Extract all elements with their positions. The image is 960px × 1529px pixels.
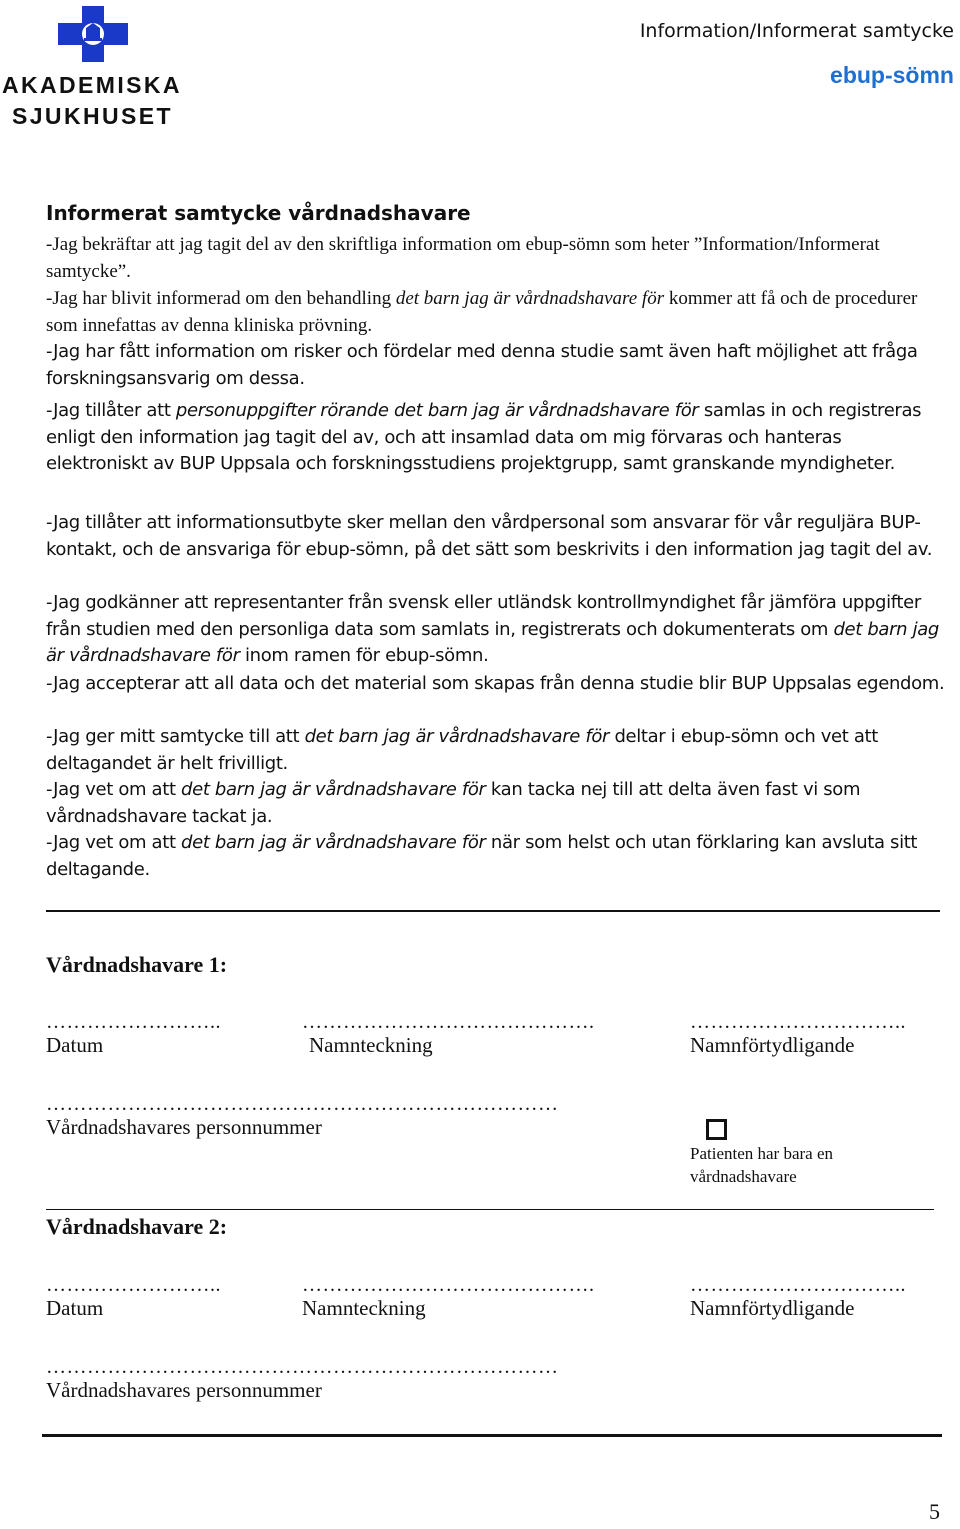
paragraph-7: -Jag accepterar att all data och det material som skapas från denna studie blir BUP Uppsalas egendom.: [46, 673, 945, 694]
guardian-2-signature-line[interactable]: …………………………………….: [302, 1274, 595, 1296]
guardian-2-name-label: Namnförtydligande: [690, 1296, 855, 1320]
paragraph-3: -Jag har fått information om risker och fördelar med denna studie samt även haft möjlighet att fråga forskningsansvarig om dessa.: [46, 341, 918, 389]
logo-text-line1: AKADEMISKA: [2, 72, 182, 98]
paragraph-9-text-b: kan tacka nej till att delta även fast vi som vårdnadshavare tackat ja.: [46, 779, 861, 827]
paragraph-10-text-a: -Jag vet om att: [46, 832, 182, 853]
paragraph-5: -Jag tillåter att informationsutbyte sker mellan den vårdpersonal som ansvarar för vår reguljära BUP-kontakt, och de ansvariga för ebup-sömn, på det sätt som beskrivits i den information jag tagit del av.: [46, 512, 933, 560]
akademiska-logo: [0, 0, 200, 135]
paragraph-10-italic: det barn jag är vårdnadshavare för: [181, 832, 486, 853]
guardian-1-signature-label: Namnteckning: [309, 1033, 433, 1057]
medical-cross-icon: [58, 6, 128, 62]
guardian-1-title: Vårdnadshavare 1:: [46, 952, 228, 977]
guardian-2-title: Vårdnadshavare 2:: [46, 1214, 228, 1239]
paragraph-6-text-b: inom ramen för ebup-sömn.: [239, 645, 489, 667]
divider-middle: [46, 1209, 934, 1210]
guardian-2-pnr-line[interactable]: …………………………………………………………………: [46, 1356, 559, 1378]
guardian-1-date-line[interactable]: ……………………..: [46, 1011, 221, 1033]
paragraph-2: [46, 286, 946, 339]
single-guardian-note: Patienten har bara en vårdnadshavare: [690, 1144, 834, 1186]
logo-text-line2: SJUKHUSET: [12, 103, 173, 129]
paragraph-9-italic: det barn jag är vårdnadshavare för: [181, 779, 486, 800]
paragraph-10: [46, 830, 946, 883]
guardian-1-name-label: Namnförtydligande: [690, 1033, 855, 1057]
paragraph-4: [46, 398, 946, 478]
paragraph-2-text-b: kommer att få och de procedurer som innefattas av denna kliniska prövning.: [46, 288, 918, 336]
paragraph-2-italic: det barn jag är vårdnadshavare för: [395, 288, 665, 309]
paragraph-9-text-a: -Jag vet om att: [46, 779, 182, 800]
guardian-1-pnr-label: Vårdnadshavares personnummer: [46, 1115, 322, 1139]
paragraph-9: [46, 777, 946, 830]
document-subtitle: ebup-sömn: [830, 62, 954, 88]
paragraph-8-text-b: deltar i ebup-sömn och vet att deltagandet är helt frivilligt.: [46, 726, 878, 774]
guardian-1-date-label: Datum: [46, 1033, 104, 1057]
document-title: Information/Informerat samtycke: [639, 20, 954, 42]
paragraph-1: -Jag bekräftar att jag tagit del av den skriftliga information om ebup-sömn som heter ”Information/Informerat samtycke”.: [46, 234, 880, 282]
paragraph-4-italic: personuppgifter rörande det barn jag är vårdnadshavare för: [175, 400, 699, 421]
paragraph-6: [46, 590, 946, 670]
paragraph-6-italic: det barn jag är vårdnadshavare för: [46, 618, 939, 667]
guardian-1-name-line[interactable]: …………………………..: [690, 1011, 906, 1033]
paragraph-10-text-b: när som helst och utan förklaring kan avsluta sitt deltagande.: [46, 832, 918, 880]
divider-top: [46, 910, 940, 912]
guardian-2-date-line[interactable]: ……………………..: [46, 1274, 221, 1296]
guardian-2-signature-label: Namnteckning: [302, 1296, 426, 1320]
guardian-2-date-label: Datum: [46, 1296, 104, 1320]
guardian-2-name-line[interactable]: …………………………..: [690, 1274, 906, 1296]
paragraph-2-text-a: -Jag har blivit informerad om den behandling: [46, 288, 396, 309]
paragraph-6-text-a: -Jag godkänner att representanter från svensk eller utländsk kontrollmyndighet får jämföra uppgifter från studien med den personliga data som samlats in, registrerats och dokumenterats om: [46, 592, 921, 640]
paragraph-4-text-b: samlas in och registreras enligt den information jag tagit del av, och att insamlad data om mig förvaras och hanteras elektroniskt av BUP Uppsala och forskningsstudiens projektgrupp, samt granskande myndigheter.: [46, 400, 922, 475]
divider-bottom: [42, 1434, 942, 1437]
single-guardian-checkbox[interactable]: [706, 1119, 727, 1140]
page-number: 5: [929, 1499, 940, 1524]
guardian-1-signature-line[interactable]: …………………………………….: [302, 1011, 595, 1033]
paragraph-8: [46, 724, 946, 777]
guardian-1-pnr-line[interactable]: …………………………………………………………………: [46, 1093, 559, 1115]
section-heading: Informerat samtycke vårdnadshavare: [46, 201, 471, 225]
paragraph-8-italic: det barn jag är vårdnadshavare för: [304, 726, 610, 747]
guardian-2-pnr-label: Vårdnadshavares personnummer: [46, 1378, 322, 1402]
paragraph-4-text-a: -Jag tillåter att: [46, 400, 176, 421]
paragraph-8-text-a: -Jag ger mitt samtycke till att: [46, 726, 305, 747]
